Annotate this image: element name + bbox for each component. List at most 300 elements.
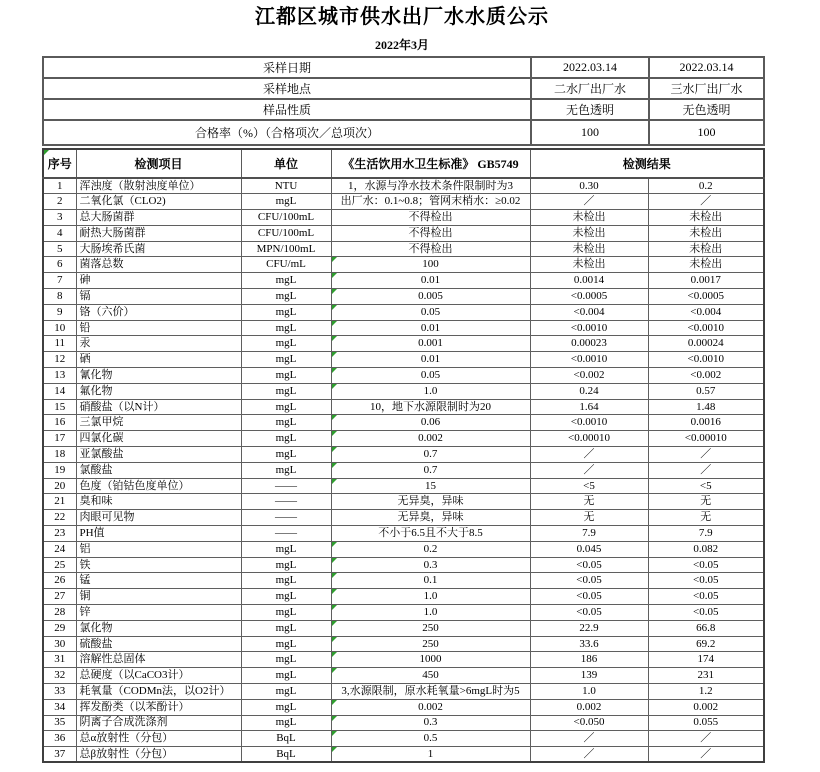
result-plant3: <0.05	[648, 589, 764, 605]
standard-limit: 0.002	[331, 431, 530, 447]
result-plant2: 139	[530, 668, 648, 684]
row-index: 31	[43, 652, 76, 668]
standard-limit: 3,水源限制，原水耗氧量>6mgL时为5	[331, 684, 530, 700]
green-corner-flag-icon	[332, 415, 337, 420]
unit-value: mgL	[241, 605, 331, 621]
row-index: 27	[43, 589, 76, 605]
result-plant2: <0.0010	[530, 415, 648, 431]
result-plant3: ／	[648, 194, 764, 210]
result-plant2: 0.002	[530, 699, 648, 715]
table-row	[43, 715, 764, 731]
row-index: 5	[43, 241, 76, 257]
item-name: 汞	[76, 336, 241, 352]
standard-limit: 0.002	[331, 699, 530, 715]
standard-limit: 0.3	[331, 715, 530, 731]
standard-limit: 0.7	[331, 447, 530, 463]
result-plant2: ／	[530, 447, 648, 463]
result-plant3: ／	[648, 747, 764, 763]
result-plant2: 无	[530, 494, 648, 510]
row-index: 34	[43, 699, 76, 715]
result-plant2: 0.00023	[530, 336, 648, 352]
item-name: 铁	[76, 557, 241, 573]
green-corner-flag-icon	[332, 352, 337, 357]
result-plant3: <0.05	[648, 557, 764, 573]
item-name: 砷	[76, 273, 241, 289]
report-month: 2022年3月	[374, 38, 429, 52]
table-row	[43, 541, 764, 557]
unit-value: ——	[241, 494, 331, 510]
results-table	[42, 148, 765, 763]
unit-value: CFU/mL	[241, 257, 331, 273]
result-plant2: <0.00010	[530, 431, 648, 447]
standard-limit: 1000	[331, 652, 530, 668]
table-row	[43, 699, 764, 715]
unit-value: mgL	[241, 431, 331, 447]
result-plant3: <5	[648, 478, 764, 494]
green-corner-flag-icon	[332, 558, 337, 563]
table-row	[43, 194, 764, 210]
result-plant2: <0.0005	[530, 289, 648, 305]
summary-value-plant3: 2022.03.14	[649, 57, 764, 78]
standard-limit: 0.001	[331, 336, 530, 352]
result-plant3: 1.2	[648, 684, 764, 700]
row-index: 13	[43, 368, 76, 384]
standard-limit: 0.05	[331, 304, 530, 320]
result-plant2: <0.050	[530, 715, 648, 731]
standard-limit: 0.2	[331, 541, 530, 557]
row-index: 11	[43, 336, 76, 352]
unit-value: BqL	[241, 747, 331, 763]
item-name: 锰	[76, 573, 241, 589]
standard-limit: 不得检出	[331, 241, 530, 257]
result-plant3: <0.002	[648, 368, 764, 384]
standard-limit: 0.3	[331, 557, 530, 573]
unit-value: mgL	[241, 304, 331, 320]
green-corner-flag-icon	[332, 637, 337, 642]
result-plant2: ／	[530, 462, 648, 478]
table-row	[43, 431, 764, 447]
table-row	[43, 57, 764, 78]
row-index: 24	[43, 541, 76, 557]
result-plant3: 0.2	[648, 178, 764, 194]
summary-value-plant3: 100	[649, 120, 764, 145]
standard-limit: 0.005	[331, 289, 530, 305]
result-plant3: 7.9	[648, 526, 764, 542]
result-plant3: ／	[648, 462, 764, 478]
summary-table	[42, 56, 765, 146]
green-corner-flag-icon	[332, 289, 337, 294]
row-index: 17	[43, 431, 76, 447]
item-name: 硝酸盐（以N计）	[76, 399, 241, 415]
result-plant3: 未检出	[648, 241, 764, 257]
item-name: 二氧化氯（CLO2)	[76, 194, 241, 210]
result-plant2: <0.05	[530, 605, 648, 621]
item-name: 三氯甲烷	[76, 415, 241, 431]
unit-value: mgL	[241, 399, 331, 415]
item-name: 总β放射性（分包）	[76, 747, 241, 763]
summary-value-plant2: 二水厂出厂水	[531, 78, 649, 99]
item-name: 色度（铂钴色度单位）	[76, 478, 241, 494]
item-name: 大肠埃希氏菌	[76, 241, 241, 257]
table-row	[43, 336, 764, 352]
item-name: 总α放射性（分包）	[76, 731, 241, 747]
table-row	[43, 120, 764, 145]
item-name: 溶解性总固体	[76, 652, 241, 668]
result-plant3: 174	[648, 652, 764, 668]
table-row	[43, 747, 764, 763]
unit-value: mgL	[241, 620, 331, 636]
row-index: 10	[43, 320, 76, 336]
standard-limit: 0.05	[331, 368, 530, 384]
table-row	[43, 731, 764, 747]
item-name: 臭和味	[76, 494, 241, 510]
green-corner-flag-icon	[332, 605, 337, 610]
result-plant2: <5	[530, 478, 648, 494]
unit-value: CFU/100mL	[241, 225, 331, 241]
green-corner-flag-icon	[332, 589, 337, 594]
result-plant3: 0.00024	[648, 336, 764, 352]
unit-value: MPN/100mL	[241, 241, 331, 257]
item-name: 镉	[76, 289, 241, 305]
col-header-index: 序号	[43, 149, 76, 178]
summary-label-pass-rate: 合格率（%）（合格项次／总项次）	[43, 120, 531, 145]
result-plant2: 33.6	[530, 636, 648, 652]
row-index: 36	[43, 731, 76, 747]
result-plant2: 1.64	[530, 399, 648, 415]
unit-value: mgL	[241, 352, 331, 368]
item-name: 肉眼可见物	[76, 510, 241, 526]
table-row	[43, 589, 764, 605]
row-index: 33	[43, 684, 76, 700]
green-corner-flag-icon	[332, 621, 337, 626]
item-name: 总硬度（以CaCO3计）	[76, 668, 241, 684]
green-corner-flag-icon	[332, 542, 337, 547]
table-row	[43, 99, 764, 120]
item-name: PH值	[76, 526, 241, 542]
table-row	[43, 178, 764, 194]
result-plant3: 0.0017	[648, 273, 764, 289]
table-header-row	[43, 149, 764, 178]
item-name: 菌落总数	[76, 257, 241, 273]
green-corner-flag-icon	[332, 273, 337, 278]
item-name: 总大肠菌群	[76, 210, 241, 226]
row-index: 6	[43, 257, 76, 273]
unit-value: mgL	[241, 194, 331, 210]
result-plant3: 未检出	[648, 210, 764, 226]
table-row	[43, 257, 764, 273]
result-plant2: 无	[530, 510, 648, 526]
row-index: 21	[43, 494, 76, 510]
standard-limit: 0.01	[331, 320, 530, 336]
result-plant2: <0.0010	[530, 320, 648, 336]
table-row	[43, 684, 764, 700]
row-index: 23	[43, 526, 76, 542]
item-name: 氰化物	[76, 368, 241, 384]
item-name: 阴离子合成洗涤剂	[76, 715, 241, 731]
row-index: 2	[43, 194, 76, 210]
row-index: 35	[43, 715, 76, 731]
col-header-result: 检测结果	[530, 149, 764, 178]
green-corner-flag-icon	[332, 573, 337, 578]
unit-value: ——	[241, 526, 331, 542]
row-index: 30	[43, 636, 76, 652]
unit-value: mgL	[241, 273, 331, 289]
result-plant3: <0.004	[648, 304, 764, 320]
result-plant2: <0.05	[530, 573, 648, 589]
summary-value-plant3: 三水厂出厂水	[649, 78, 764, 99]
item-name: 挥发酚类（以苯酚计）	[76, 699, 241, 715]
unit-value: CFU/100mL	[241, 210, 331, 226]
row-index: 32	[43, 668, 76, 684]
result-plant3: 未检出	[648, 257, 764, 273]
summary-value-plant2: 100	[531, 120, 649, 145]
item-name: 氯化物	[76, 620, 241, 636]
unit-value: mgL	[241, 699, 331, 715]
col-header-item: 检测项目	[76, 149, 241, 178]
table-row	[43, 668, 764, 684]
standard-limit: 0.7	[331, 462, 530, 478]
summary-value-plant2: 无色透明	[531, 99, 649, 120]
table-row	[43, 210, 764, 226]
row-index: 29	[43, 620, 76, 636]
row-index: 18	[43, 447, 76, 463]
table-row	[43, 494, 764, 510]
green-corner-flag-icon	[332, 479, 337, 484]
row-index: 20	[43, 478, 76, 494]
table-row	[43, 289, 764, 305]
green-corner-flag-icon	[332, 668, 337, 673]
table-row	[43, 352, 764, 368]
unit-value: mgL	[241, 557, 331, 573]
result-plant3: <0.0010	[648, 320, 764, 336]
summary-label-sample-nature: 样品性质	[43, 99, 531, 120]
row-index: 1	[43, 178, 76, 194]
row-index: 37	[43, 747, 76, 763]
standard-limit: 450	[331, 668, 530, 684]
item-name: 亚氯酸盐	[76, 447, 241, 463]
result-plant3: <0.05	[648, 605, 764, 621]
col-header-unit: 单位	[241, 149, 331, 178]
unit-value: mgL	[241, 447, 331, 463]
green-corner-flag-icon	[332, 368, 337, 373]
item-name: 铅	[76, 320, 241, 336]
table-row	[43, 510, 764, 526]
table-row	[43, 636, 764, 652]
item-name: 铬（六价）	[76, 304, 241, 320]
result-plant2: 未检出	[530, 241, 648, 257]
standard-limit: 不得检出	[331, 225, 530, 241]
result-plant3: ／	[648, 447, 764, 463]
result-plant2: 0.24	[530, 383, 648, 399]
green-corner-flag-icon	[332, 652, 337, 657]
unit-value: mgL	[241, 368, 331, 384]
standard-limit: 10，地下水源限制时为20	[331, 399, 530, 415]
result-plant2: 未检出	[530, 257, 648, 273]
summary-label-sampling-date: 采样日期	[43, 57, 531, 78]
unit-value: mgL	[241, 320, 331, 336]
green-corner-flag-icon	[332, 731, 337, 736]
item-name: 四氯化碳	[76, 431, 241, 447]
result-plant3: 1.48	[648, 399, 764, 415]
row-index: 19	[43, 462, 76, 478]
unit-value: ——	[241, 478, 331, 494]
row-index: 25	[43, 557, 76, 573]
result-plant2: 22.9	[530, 620, 648, 636]
item-name: 耗氧量（CODMn法，以O2计）	[76, 684, 241, 700]
result-plant2: <0.05	[530, 557, 648, 573]
result-plant2: 7.9	[530, 526, 648, 542]
result-plant3: 0.055	[648, 715, 764, 731]
unit-value: mgL	[241, 668, 331, 684]
table-row	[43, 320, 764, 336]
row-index: 26	[43, 573, 76, 589]
standard-limit: 250	[331, 636, 530, 652]
unit-value: NTU	[241, 178, 331, 194]
result-plant2: ／	[530, 731, 648, 747]
result-plant2: ／	[530, 194, 648, 210]
standard-limit: 250	[331, 620, 530, 636]
result-plant2: <0.05	[530, 589, 648, 605]
standard-limit: 0.1	[331, 573, 530, 589]
row-index: 8	[43, 289, 76, 305]
result-plant3: 231	[648, 668, 764, 684]
standard-limit: 15	[331, 478, 530, 494]
result-plant3: <0.00010	[648, 431, 764, 447]
result-plant2: 186	[530, 652, 648, 668]
table-row	[43, 652, 764, 668]
item-name: 耐热大肠菌群	[76, 225, 241, 241]
unit-value: mgL	[241, 336, 331, 352]
green-corner-flag-icon	[332, 716, 337, 721]
row-index: 3	[43, 210, 76, 226]
standard-limit: 100	[331, 257, 530, 273]
standard-limit: 0.06	[331, 415, 530, 431]
green-corner-flag-icon	[44, 150, 49, 155]
result-plant2: 0.0014	[530, 273, 648, 289]
item-name: 硒	[76, 352, 241, 368]
result-plant3: <0.0010	[648, 352, 764, 368]
standard-limit: 1.0	[331, 383, 530, 399]
standard-limit: 0.5	[331, 731, 530, 747]
row-index: 16	[43, 415, 76, 431]
summary-value-plant3: 无色透明	[649, 99, 764, 120]
result-plant2: <0.004	[530, 304, 648, 320]
standard-limit: 1.0	[331, 589, 530, 605]
table-row	[43, 526, 764, 542]
green-corner-flag-icon	[332, 257, 337, 262]
summary-label-sampling-location: 采样地点	[43, 78, 531, 99]
table-row	[43, 399, 764, 415]
table-row	[43, 383, 764, 399]
unit-value: ——	[241, 510, 331, 526]
row-index: 7	[43, 273, 76, 289]
result-plant3: 0.0016	[648, 415, 764, 431]
item-name: 铜	[76, 589, 241, 605]
unit-value: mgL	[241, 636, 331, 652]
table-row	[43, 557, 764, 573]
result-plant2: 未检出	[530, 225, 648, 241]
unit-value: mgL	[241, 462, 331, 478]
row-index: 22	[43, 510, 76, 526]
page-title: 江都区城市供水出厂水水质公示	[255, 6, 549, 28]
standard-limit: 0.01	[331, 273, 530, 289]
unit-value: mgL	[241, 684, 331, 700]
table-row	[43, 368, 764, 384]
result-plant3: 未检出	[648, 225, 764, 241]
row-index: 4	[43, 225, 76, 241]
table-row	[43, 225, 764, 241]
table-row	[43, 415, 764, 431]
result-plant3: 0.082	[648, 541, 764, 557]
unit-value: mgL	[241, 289, 331, 305]
table-row	[43, 478, 764, 494]
standard-limit: 不得检出	[331, 210, 530, 226]
table-row	[43, 605, 764, 621]
item-name: 浑浊度（散射浊度单位）	[76, 178, 241, 194]
result-plant3: 69.2	[648, 636, 764, 652]
result-plant2: <0.002	[530, 368, 648, 384]
green-corner-flag-icon	[332, 447, 337, 452]
result-plant3: ／	[648, 731, 764, 747]
unit-value: mgL	[241, 541, 331, 557]
green-corner-flag-icon	[332, 305, 337, 310]
green-corner-flag-icon	[332, 384, 337, 389]
standard-limit: 1.0	[331, 605, 530, 621]
result-plant3: 66.8	[648, 620, 764, 636]
table-row	[43, 304, 764, 320]
row-index: 14	[43, 383, 76, 399]
table-row	[43, 447, 764, 463]
unit-value: mgL	[241, 573, 331, 589]
standard-limit: 无异臭，异味	[331, 494, 530, 510]
unit-value: mgL	[241, 589, 331, 605]
result-plant2: 0.30	[530, 178, 648, 194]
table-row	[43, 573, 764, 589]
unit-value: mgL	[241, 652, 331, 668]
item-name: 氯酸盐	[76, 462, 241, 478]
green-corner-flag-icon	[332, 336, 337, 341]
row-index: 28	[43, 605, 76, 621]
standard-limit: 1	[331, 747, 530, 763]
standard-limit: 1，水源与净水技术条件限制时为3	[331, 178, 530, 194]
summary-value-plant2: 2022.03.14	[531, 57, 649, 78]
result-plant2: ／	[530, 747, 648, 763]
standard-limit: 0.01	[331, 352, 530, 368]
result-plant3: <0.05	[648, 573, 764, 589]
result-plant2: 0.045	[530, 541, 648, 557]
standard-limit: 无异臭，异味	[331, 510, 530, 526]
green-corner-flag-icon	[332, 700, 337, 705]
unit-value: BqL	[241, 731, 331, 747]
unit-value: mgL	[241, 383, 331, 399]
item-name: 铝	[76, 541, 241, 557]
standard-limit: 不小于6.5且不大于8.5	[331, 526, 530, 542]
result-plant3: 无	[648, 494, 764, 510]
result-plant3: 0.002	[648, 699, 764, 715]
table-row	[43, 78, 764, 99]
main-table-body	[43, 178, 764, 762]
unit-value: mgL	[241, 415, 331, 431]
row-index: 9	[43, 304, 76, 320]
green-corner-flag-icon	[332, 463, 337, 468]
result-plant2: <0.0010	[530, 352, 648, 368]
row-index: 15	[43, 399, 76, 415]
table-row	[43, 273, 764, 289]
green-corner-flag-icon	[332, 321, 337, 326]
row-index: 12	[43, 352, 76, 368]
result-plant3: 无	[648, 510, 764, 526]
col-header-standard: 《生活饮用水卫生标准》 GB5749	[331, 149, 530, 178]
